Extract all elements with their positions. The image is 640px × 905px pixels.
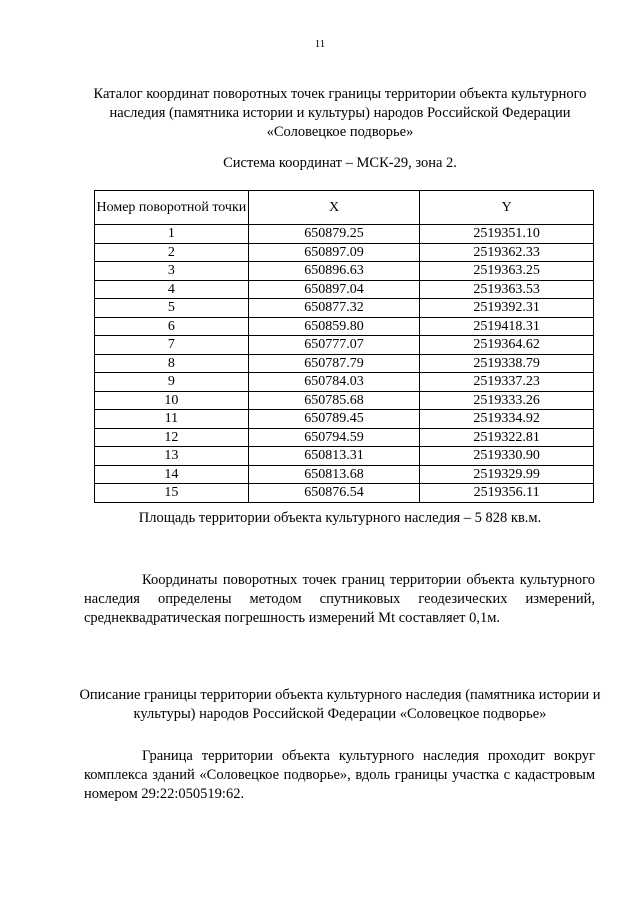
cell-x: 650785.68	[248, 391, 420, 410]
table-row	[95, 225, 594, 244]
cell-y: 2519363.53	[420, 280, 594, 299]
coordinates-table	[94, 190, 594, 503]
cell-y: 2519364.62	[420, 336, 594, 355]
cell-x: 650879.25	[248, 225, 420, 244]
column-header-point: Номер поворотной точки	[95, 191, 249, 225]
cell-x: 650777.07	[248, 336, 420, 355]
cell-point-number: 1	[95, 225, 249, 244]
table-row	[95, 280, 594, 299]
cell-x: 650784.03	[248, 373, 420, 392]
cell-y: 2519351.10	[420, 225, 594, 244]
cell-point-number: 4	[95, 280, 249, 299]
table-row	[95, 447, 594, 466]
cell-point-number: 12	[95, 428, 249, 447]
cell-y: 2519392.31	[420, 299, 594, 318]
table-row	[95, 262, 594, 281]
catalog-title: Каталог координат поворотных точек границы территории объекта культурного наследия (памятника истории и культуры) народов Российской Федерации «Соловецкое подворье»	[93, 86, 587, 140]
table-row	[95, 484, 594, 503]
cell-y: 2519329.99	[420, 465, 594, 484]
cell-point-number: 6	[95, 317, 249, 336]
cell-x: 650896.63	[248, 262, 420, 281]
cell-x: 650897.04	[248, 280, 420, 299]
cell-point-number: 10	[95, 391, 249, 410]
cell-y: 2519356.11	[420, 484, 594, 503]
cell-point-number: 15	[95, 484, 249, 503]
cell-point-number: 11	[95, 410, 249, 429]
table-row	[95, 391, 594, 410]
cell-y: 2519337.23	[420, 373, 594, 392]
coordinate-system: Система координат – МСК-29, зона 2.	[223, 155, 457, 171]
cell-x: 650859.80	[248, 317, 420, 336]
table-row	[95, 373, 594, 392]
description-title: Описание границы территории объекта культурного наследия (памятника истории и культуры) народов Российской Федерации «Соловецкое подворье»	[79, 687, 601, 722]
cell-y: 2519334.92	[420, 410, 594, 429]
cell-point-number: 8	[95, 354, 249, 373]
table-row	[95, 317, 594, 336]
column-header-x: X	[248, 191, 420, 225]
cell-point-number: 13	[95, 447, 249, 466]
cell-point-number: 9	[95, 373, 249, 392]
cell-point-number: 14	[95, 465, 249, 484]
cell-y: 2519330.90	[420, 447, 594, 466]
cell-x: 650813.31	[248, 447, 420, 466]
cell-x: 650789.45	[248, 410, 420, 429]
cell-y: 2519418.31	[420, 317, 594, 336]
table-header-row	[95, 191, 594, 225]
column-header-y: Y	[420, 191, 594, 225]
table-row	[95, 354, 594, 373]
cell-x: 650794.59	[248, 428, 420, 447]
cell-point-number: 2	[95, 243, 249, 262]
cell-x: 650877.32	[248, 299, 420, 318]
cell-y: 2519338.79	[420, 354, 594, 373]
cell-y: 2519362.33	[420, 243, 594, 262]
cell-y: 2519333.26	[420, 391, 594, 410]
table-row	[95, 465, 594, 484]
table-row	[95, 410, 594, 429]
table-row	[95, 336, 594, 355]
cell-point-number: 7	[95, 336, 249, 355]
table-body	[95, 225, 594, 503]
cell-point-number: 5	[95, 299, 249, 318]
cell-x: 650876.54	[248, 484, 420, 503]
cell-point-number: 3	[95, 262, 249, 281]
cell-y: 2519322.81	[420, 428, 594, 447]
table-row	[95, 428, 594, 447]
page-number: 11	[314, 38, 326, 50]
cell-x: 650813.68	[248, 465, 420, 484]
cell-y: 2519363.25	[420, 262, 594, 281]
table-row	[95, 243, 594, 262]
area-statement: Площадь территории объекта культурного наследия – 5 828 кв.м.	[138, 510, 542, 526]
accuracy-paragraph: Координаты поворотных точек границ территории объекта культурного наследия определены методом спутниковых геодезических измерений, среднеквадратическая погрешность измерений Mt составляет 0,1м.	[84, 572, 595, 626]
table-row	[95, 299, 594, 318]
cell-x: 650897.09	[248, 243, 420, 262]
boundary-paragraph: Граница территории объекта культурного наследия проходит вокруг комплекса зданий «Соловецкое подворье», вдоль границы участка с кадастровым номером 29:22:050519:62.	[84, 748, 595, 802]
cell-x: 650787.79	[248, 354, 420, 373]
